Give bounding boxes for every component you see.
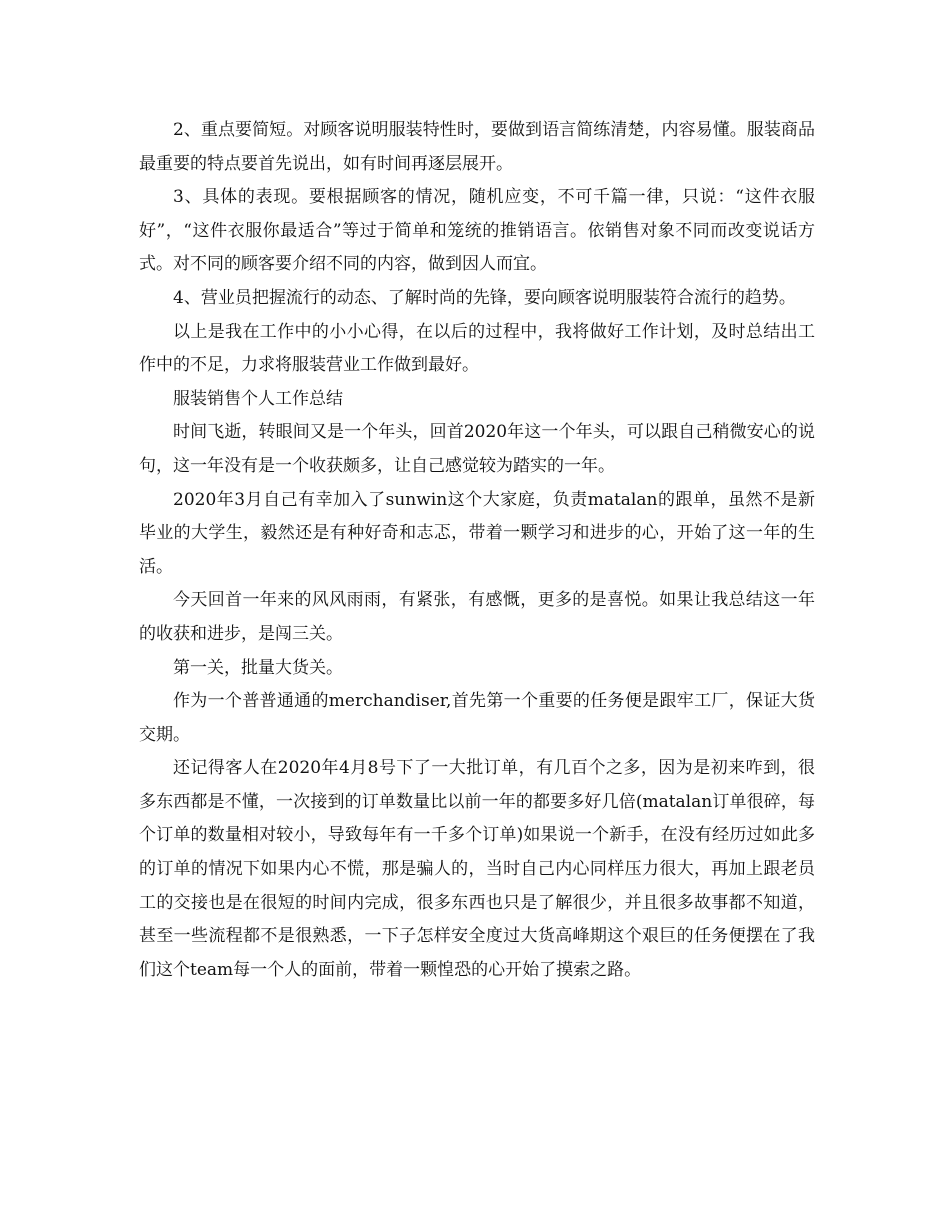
- paragraph-intro: 时间飞逝，转眼间又是一个年头，回首2020年这一个年头，可以跟自己稍微安心的说句，这一年没有是一个收获颇多，让自己感觉较为踏实的一年。: [139, 422, 815, 476]
- paragraph-joining: 2020年3月自己有幸加入了sunwin这个大家庭，负责matalan的跟单，虽然不是新毕业的大学生，毅然还是有种好奇和志忑，带着一颗学习和进步的心，开始了这一年的生活。: [139, 489, 815, 577]
- paragraph-point-4: 4、营业员把握流行的动态、了解时尚的先锋，要向顾客说明服装符合流行的趋势。: [173, 287, 796, 308]
- paragraph-point-3: 3、具体的表现。要根据顾客的情况，随机应变，不可千篇一律，只说：“这件衣服好”，“这件衣服你最适合”等过于简单和笼统的推销语言。依销售对象不同而改变说话方式。对不同的顾客要介绍不同的内容，做到因人而宜。: [139, 187, 815, 275]
- paragraph-point-2: 2、重点要简短。对顾客说明服装特性时，要做到语言简练清楚，内容易懂。服装商品最重要的特点要首先说出，如有时间再逐层展开。: [139, 120, 815, 174]
- document-body: [139, 114, 815, 987]
- paragraph-conclusion: 以上是我在工作中的小小心得，在以后的过程中，我将做好工作计划，及时总结出工作中的不足，力求将服装营业工作做到最好。: [139, 321, 815, 376]
- paragraph-merchandiser: 作为一个普普通通的merchandiser,首先第一个重要的任务便是跟牢工厂，保证大货交期。: [139, 691, 815, 745]
- paragraph-first-hurdle: 第一关，批量大货关。: [173, 657, 343, 678]
- paragraph-orders: 还记得客人在2020年4月8号下了一大批订单，有几百个之多，因为是初来咋到，很多东西都是不懂，一次接到的订单数量比以前一年的都要多好几倍(matalan订单很碎，每个订单的数量相对较小，导致每年有一千多个订单)如果说一个新手，在没有经历过如此多的订单的情况下如果内心不慌，那是骗人的，当时自己内心同样压力很大，再加上跟老员工的交接也是在很短的时间内完成，很多东西也只是了解很少，并且很多故事都不知道，甚至一些流程都不是很熟悉，一下子怎样安全度过大货高峰期这个艰巨的任务便摆在了我们这个team每一个人的面前，带着一颗惶恐的心开始了摸索之路。: [139, 758, 815, 980]
- section-heading: 服装销售个人工作总结: [173, 388, 343, 409]
- paragraph-reflection: 今天回首一年来的风风雨雨，有紧张，有感慨，更多的是喜悦。如果让我总结这一年的收获和进步，是闯三关。: [139, 590, 815, 644]
